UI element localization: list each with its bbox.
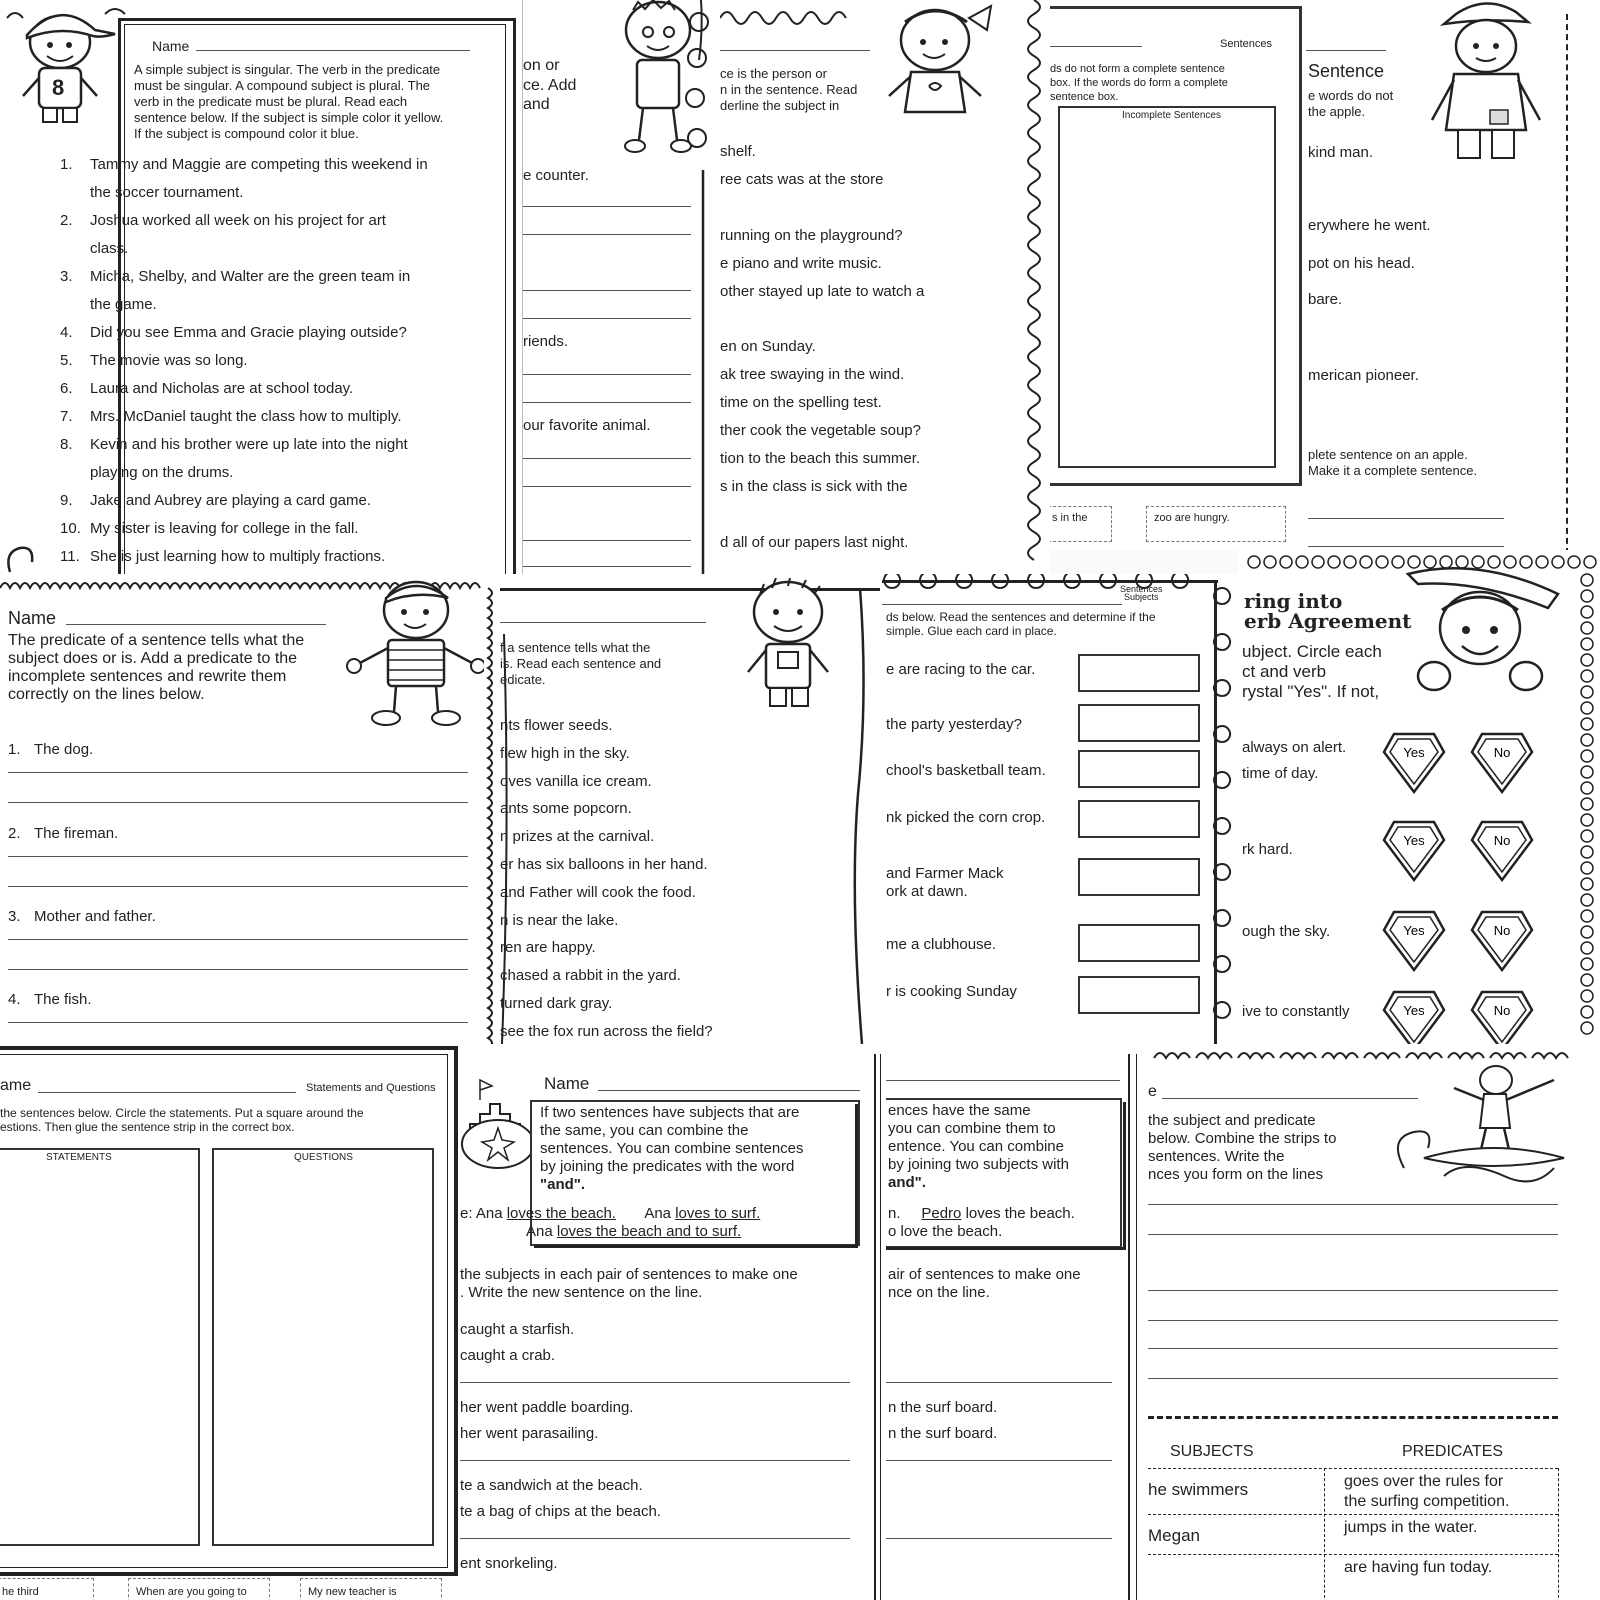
- yes-label: Yes: [1403, 1003, 1425, 1018]
- answer-line[interactable]: [523, 540, 691, 541]
- item-number: 10.: [60, 520, 81, 537]
- surfer-girl-illustration: [1384, 1058, 1574, 1188]
- sentence-text: n is near the lake.: [500, 911, 619, 929]
- frag-2: ce. Add: [523, 77, 577, 94]
- prompt-text: Mother and father.: [34, 908, 156, 925]
- answer-line[interactable]: [8, 856, 468, 857]
- sheet-title: Sentence: [1308, 61, 1385, 81]
- answer-line[interactable]: [1148, 1290, 1558, 1291]
- answer-line[interactable]: [1148, 1204, 1558, 1205]
- swirl-decoration: [2, 538, 42, 574]
- sentence-text: r is cooking Sunday: [886, 983, 1017, 1000]
- rule-text: If two sentences have subjects that are the same, you can combine the sentences. You can combine sentences by joining the predicates with the word "and".: [540, 1104, 804, 1193]
- sentence-text: chool's basketball team.: [886, 762, 1046, 779]
- example-line-2: Ana loves the beach and to surf.: [526, 1223, 742, 1240]
- name-label: e: [1148, 1083, 1157, 1100]
- example-line-2: o love the beach.: [888, 1223, 1003, 1240]
- sentence-text: her went parasailing.: [460, 1425, 599, 1442]
- girl-bow-illustration: [865, 0, 1015, 130]
- sentence-text: Joshua worked all week on his project for art: [90, 212, 386, 229]
- sentence-text: n the surf board.: [888, 1425, 998, 1442]
- frag-3: and: [523, 96, 550, 113]
- glue-card-box[interactable]: [1078, 858, 1200, 896]
- item-number: 7.: [60, 408, 73, 425]
- name-line[interactable]: [1162, 1098, 1418, 1099]
- name-line[interactable]: [196, 50, 470, 51]
- sentence-text: ree cats was at the store: [720, 171, 884, 188]
- sentence-text: ork at dawn.: [886, 883, 968, 900]
- answer-line[interactable]: [523, 566, 691, 567]
- prompt-text: The dog.: [34, 741, 94, 758]
- answer-line[interactable]: [8, 969, 468, 970]
- header-subjects: Subjects: [1124, 592, 1159, 602]
- directions: air of sentences to make one nce on the line.: [888, 1266, 1081, 1301]
- boy-overalls-illustration: [726, 578, 856, 718]
- incomplete-sentences-box[interactable]: [1058, 106, 1276, 468]
- glue-card-box[interactable]: [1078, 800, 1200, 838]
- header-sentences: Sentences: [1220, 38, 1272, 50]
- answer-line[interactable]: [1148, 1348, 1558, 1349]
- answer-line[interactable]: [523, 374, 691, 375]
- item-number: 2.: [8, 825, 21, 842]
- sentence-text: her went paddle boarding.: [460, 1399, 634, 1416]
- worksheet-add-predicate: [0, 574, 500, 1044]
- yes-label: Yes: [1403, 923, 1425, 938]
- sentence-text: s in the class is sick with the: [720, 478, 908, 495]
- worksheet-subject-predicate-strips: [1148, 1044, 1600, 1600]
- instructions: A simple subject is singular. The verb in the predicate must be singular. A compound subject is plural. The verb in the predicate must be plural. Read each sentence below. If the subject is simple color it yellow. If the subject is compound color it blue.: [134, 62, 444, 141]
- sentence-text: Jake and Aubrey are playing a card game.: [90, 492, 372, 509]
- worksheet-statements-questions: ame Statements and Questions the sentences below. Circle the statements. Put a square around the estions. Then glue the sentence strip in the correct box. STATEMENTS QUESTIONS he third When are you going to My new teacher is: [0, 1044, 460, 1600]
- sentence-text: nts flower seeds.: [500, 717, 613, 734]
- col-predicates: PREDICATES: [1402, 1443, 1504, 1460]
- item-number: 2.: [60, 212, 73, 229]
- sentence-text: te a sandwich at the beach.: [460, 1477, 643, 1494]
- subject-strip[interactable]: he swimmers: [1148, 1480, 1249, 1499]
- questions-box[interactable]: [212, 1148, 434, 1546]
- sentence-text: en on Sunday.: [720, 338, 816, 355]
- spiral-border-right: [1208, 574, 1238, 1044]
- sentence-text: Tammy and Maggie are competing this weekend in: [90, 156, 428, 173]
- answer-line[interactable]: [523, 486, 691, 487]
- sentence-text: the game.: [90, 296, 157, 313]
- pirate-boy-illustration: [1416, 0, 1556, 170]
- sentence-text: oves vanilla ice cream.: [500, 772, 652, 790]
- prompt-text: The fish.: [34, 991, 92, 1008]
- sentence-text: and Father will cook the food.: [500, 883, 696, 901]
- sentence-text: e are racing to the car.: [886, 661, 1036, 678]
- sentence-text: me a clubhouse.: [886, 936, 997, 953]
- sentence-text: e piano and write music.: [720, 255, 882, 272]
- boy-cap-illustration: [5, 0, 135, 135]
- glue-card-box[interactable]: [1078, 924, 1200, 962]
- item-number: 3.: [8, 908, 21, 925]
- spiral-border-top: [882, 574, 1238, 596]
- item-number: 3.: [60, 268, 73, 285]
- sentence-text: er has six balloons in her hand.: [500, 856, 708, 873]
- example-line-1: e: Ana loves the beach. Ana loves to surf.: [460, 1205, 761, 1222]
- sentence-text: Kevin and his brother were up late into the night: [90, 436, 408, 453]
- name-line[interactable]: [598, 1090, 860, 1091]
- yes-crystal[interactable]: [1382, 908, 1446, 972]
- no-label: No: [1493, 745, 1511, 760]
- sentence-text: and Farmer Mack: [886, 865, 1004, 882]
- item-number: 11.: [60, 548, 80, 565]
- sentence-text: always on alert.: [1242, 739, 1347, 756]
- col-subjects: SUBJECTS: [1170, 1443, 1254, 1460]
- answer-line[interactable]: [523, 318, 691, 319]
- instructions: ds do not form a complete sentence box. If the words do form a complete sentence box.: [1050, 63, 1228, 103]
- wavy-border-right: [1018, 0, 1048, 574]
- strip-divider: [1148, 1554, 1558, 1555]
- answer-line[interactable]: [1148, 1234, 1558, 1235]
- answer-line[interactable]: [460, 1460, 850, 1461]
- item-number: 1.: [8, 741, 21, 758]
- worksheet-subject-verb: [0, 0, 522, 574]
- title-line-2: erb Agreement: [1244, 609, 1412, 633]
- predicate-strip[interactable]: are having fun today.: [1344, 1559, 1493, 1576]
- sentence-text: Micha, Shelby, and Walter are the green team in: [90, 268, 411, 285]
- header-sentences: Sentences: [1120, 584, 1163, 594]
- strip-divider: [1148, 1514, 1558, 1515]
- instructions: The predicate of a sentence tells what the subject does or is. Add a predicate to the incomplete sentences and rewrite them correctly on the lines below.: [8, 632, 305, 703]
- sentence-text: ren are happy.: [500, 939, 596, 957]
- sentence-text: The movie was so long.: [90, 352, 248, 369]
- answer-line[interactable]: [8, 772, 468, 773]
- worksheet-sentence-sort: Sentences ds do not form a complete sentence box. If the words do form a complete sentence box. Incomplete Sentences s in the zoo are hungry.: [1050, 0, 1306, 550]
- answer-line[interactable]: [8, 802, 468, 803]
- sentence-text: flew high in the sky.: [500, 744, 630, 762]
- frag-6: our favorite animal.: [523, 417, 651, 434]
- name-label: ame: [0, 1077, 32, 1094]
- sentence-text: My sister is leaving for college in the fall.: [90, 520, 359, 537]
- answer-line[interactable]: [8, 939, 468, 940]
- answer-line[interactable]: [523, 458, 691, 459]
- subject-strip[interactable]: Megan: [1148, 1526, 1200, 1545]
- answer-line[interactable]: [8, 886, 468, 887]
- instructions: the subject and predicate below. Combine the strips to sentences. Write the nces you form on the lines: [1148, 1112, 1337, 1183]
- predicate-strip[interactable]: the surfing competition.: [1344, 1493, 1510, 1510]
- worksheet-subject-cards: [882, 574, 1238, 1044]
- prompt-text: The fireman.: [34, 825, 119, 842]
- worksheet-combine-subjects: [886, 1044, 1148, 1600]
- no-label: No: [1493, 1003, 1511, 1018]
- strip-divider: [1148, 1468, 1558, 1469]
- svg-text:8: 8: [52, 75, 65, 100]
- sentence-text: chased a rabbit in the yard.: [500, 967, 681, 985]
- frag-4: e counter.: [523, 167, 589, 184]
- yes-label: Yes: [1403, 745, 1425, 760]
- name-line[interactable]: [66, 624, 326, 625]
- sentence-text: pot on his head.: [1308, 255, 1415, 272]
- sentence-text: playing on the drums.: [90, 464, 234, 481]
- no-crystal[interactable]: [1470, 988, 1534, 1044]
- answer-line[interactable]: [1148, 1378, 1558, 1379]
- name-label: Name: [544, 1074, 590, 1093]
- item-number: 6.: [60, 380, 73, 397]
- item-number: 1.: [60, 156, 73, 173]
- sentence-text: n the surf board.: [888, 1399, 998, 1416]
- yes-crystal[interactable]: [1382, 988, 1446, 1044]
- worksheet-agreement-crystals: [1238, 550, 1600, 1044]
- no-label: No: [1493, 923, 1511, 938]
- sentence-text: bare.: [1308, 291, 1343, 308]
- instructions: the sentences below. Circle the statements. Put a square around the estions. Then glue the sentence strip in the correct box.: [0, 1106, 364, 1134]
- answer-line[interactable]: [8, 1022, 468, 1023]
- sentence-text: merican pioneer.: [1308, 367, 1419, 384]
- worksheet-combine-predicates: [460, 1044, 886, 1600]
- sentence-text: ough the sky.: [1242, 923, 1331, 940]
- sentence-text: turned dark gray.: [500, 995, 613, 1012]
- answer-line[interactable]: [523, 402, 691, 403]
- girl-headband-illustration: [1398, 564, 1568, 704]
- answer-line[interactable]: [523, 206, 691, 207]
- name-label: Name: [8, 608, 57, 628]
- answer-line[interactable]: [886, 1460, 1112, 1461]
- answer-line[interactable]: [886, 1538, 1112, 1539]
- no-crystal[interactable]: [1470, 908, 1534, 972]
- title-line-1: ring into: [1244, 589, 1343, 613]
- no-crystal[interactable]: [1470, 730, 1534, 794]
- answer-line[interactable]: [886, 1382, 1112, 1383]
- sentence-text: see the fox run across the field?: [500, 1022, 713, 1040]
- sentence-text: class.: [90, 240, 129, 257]
- instructions: f a sentence tells what the is. Read each sentence and edicate.: [500, 640, 662, 687]
- sentence-text: She is just learning how to multiply fractions.: [90, 548, 386, 565]
- sentence-text: shelf.: [720, 143, 756, 160]
- header-statements-questions: Statements and Questions: [306, 1082, 436, 1094]
- sentence-text: ent snorkeling.: [460, 1555, 558, 1572]
- worksheet-partial-2: [522, 0, 720, 574]
- item-number: 5.: [60, 352, 73, 369]
- item-number: 8.: [60, 436, 73, 453]
- frag-5: riends.: [523, 333, 569, 350]
- sentence-text: nk picked the corn crop.: [886, 809, 1046, 826]
- glue-card-box[interactable]: [1078, 976, 1200, 1014]
- sentence-text: the soccer tournament.: [90, 184, 244, 201]
- sentence-text: the party yesterday?: [886, 716, 1022, 733]
- instructions: ubject. Circle each ct and verb rystal "Yes". If not,: [1242, 642, 1382, 701]
- answer-line[interactable]: [523, 290, 691, 291]
- sentence-text: Mrs. McDaniel taught the class how to multiply.: [90, 408, 402, 425]
- sentence-text: time of day.: [1242, 765, 1319, 782]
- box-label: Incomplete Sentences: [1122, 110, 1221, 121]
- instructions: ce is the person or n in the sentence. Read derline the subject in: [720, 66, 858, 113]
- sentence-text: ants some popcorn.: [500, 800, 632, 818]
- sentence-text: ther cook the vegetable soup?: [720, 422, 921, 439]
- directions: the subjects in each pair of sentences to make one . Write the new sentence on the line.: [460, 1266, 798, 1301]
- answer-line[interactable]: [1148, 1320, 1558, 1321]
- answer-line[interactable]: [460, 1382, 850, 1383]
- predicate-strip[interactable]: goes over the rules for: [1344, 1473, 1504, 1490]
- item-number: 4.: [60, 324, 73, 341]
- name-label: Name: [152, 38, 190, 54]
- sandcastle-starfish-illustration: [460, 1074, 540, 1174]
- sentence-text: d all of our papers last night.: [720, 534, 909, 551]
- sentence-text: Laura and Nicholas are at school today.: [90, 380, 354, 397]
- sentence-text: erywhere he went.: [1308, 217, 1431, 234]
- worksheet-underline-subject: [720, 0, 1050, 574]
- item-number: 9.: [60, 492, 73, 509]
- sentence-text: Did you see Emma and Gracie playing outside?: [90, 324, 407, 341]
- predicate-strip[interactable]: jumps in the water.: [1344, 1519, 1478, 1536]
- sentence-text: caught a starfish.: [460, 1321, 575, 1338]
- rule-text: ences have the same you can combine them to entence. You can combine by joining two subjects with and".: [888, 1102, 1069, 1191]
- sentence-text: n prizes at the carnival.: [500, 828, 655, 846]
- instructions: ds below. Read the sentences and determine if the simple. Glue each card in place.: [886, 610, 1156, 638]
- frag-1: on or: [523, 57, 560, 74]
- sentence-text: ak tree swaying in the wind.: [720, 366, 905, 383]
- worksheet-predicate-read: [500, 574, 882, 1044]
- sentence-text: ive to constantly: [1242, 1003, 1350, 1020]
- sentence-text: te a bag of chips at the beach.: [460, 1503, 661, 1520]
- worksheet-sentence-apple: Sentence e words do not the apple. kind man. erywhere he went. pot on his head. bare. merican pioneer. plete sentence on an apple. Make it a complete sentence.: [1306, 0, 1600, 550]
- sentence-text: other stayed up late to watch a: [720, 283, 925, 300]
- sentence-text: time on the spelling test.: [720, 394, 882, 411]
- sentence-text: rk hard.: [1242, 841, 1293, 858]
- no-crystal[interactable]: [1470, 818, 1534, 882]
- glue-card-box[interactable]: [1078, 750, 1200, 788]
- spiral-border: [681, 0, 720, 574]
- statements-box[interactable]: [0, 1148, 200, 1546]
- answer-line[interactable]: [460, 1538, 850, 1539]
- name-line[interactable]: [38, 1092, 296, 1093]
- answer-line[interactable]: [523, 234, 691, 235]
- item-number: 4.: [8, 991, 21, 1008]
- sentence-text: running on the playground?: [720, 227, 903, 244]
- glue-card-box[interactable]: [1078, 654, 1200, 692]
- yes-label: Yes: [1403, 833, 1425, 848]
- no-label: No: [1493, 833, 1511, 848]
- glue-card-box[interactable]: [1078, 704, 1200, 742]
- yes-crystal[interactable]: [1382, 818, 1446, 882]
- sentence-text: kind man.: [1308, 144, 1374, 161]
- boy-striped-shirt-illustration: [344, 580, 484, 730]
- yes-crystal[interactable]: [1382, 730, 1446, 794]
- sentence-text: caught a crab.: [460, 1347, 556, 1364]
- sentence-text: tion to the beach this summer.: [720, 450, 921, 467]
- example-line-1: n. Pedro loves the beach.: [888, 1205, 1075, 1222]
